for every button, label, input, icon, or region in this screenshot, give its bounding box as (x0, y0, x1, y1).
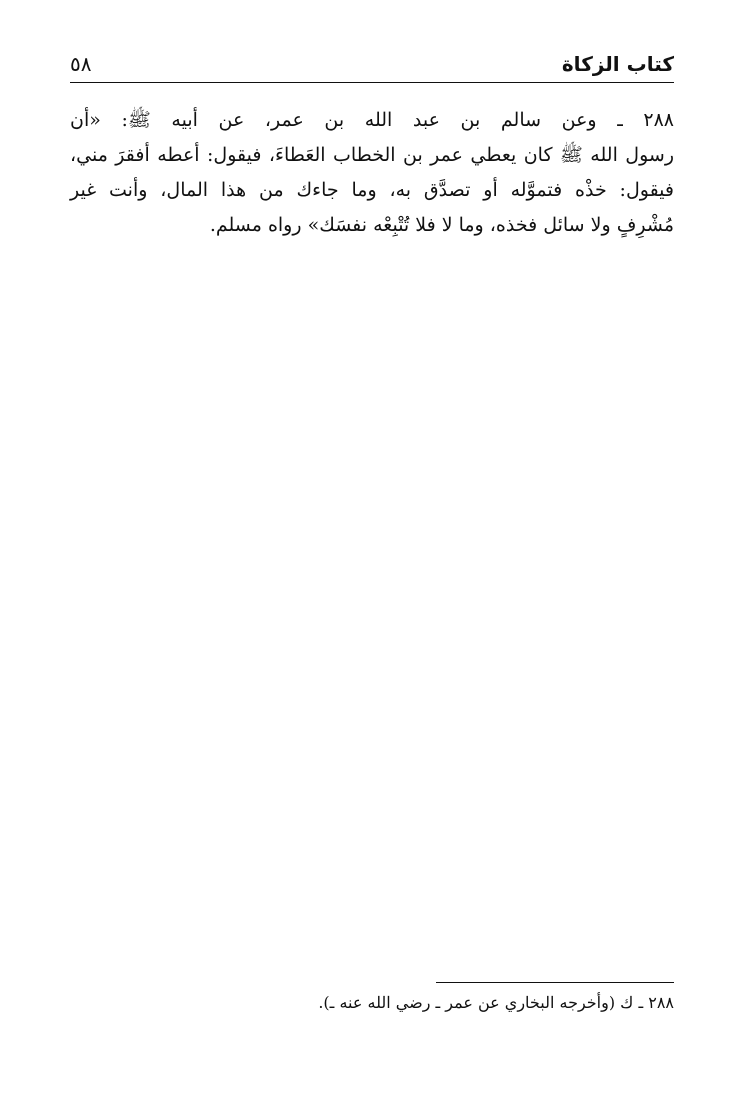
body-line-3: فيقول: خذْه فتموَّله أو تصدَّق به، وما جاءك من هذا المال، وأنت غير (70, 179, 674, 201)
body-line-1: ٢٨٨ ـ وعن سالم بن عبد الله بن عمر، عن أبيه ﷺ: «أن (70, 109, 674, 131)
footnote: ٢٨٨ ـ ك (وأخرجه البخاري عن عمر ـ رضي الله عنه ـ). (318, 993, 674, 1012)
footnote-rule (436, 982, 674, 983)
body-line-4: مُشْرِفٍ ولا سائل فخذه، وما لا فلا تُتْبِعْه نفسَك» رواه مسلم. (209, 214, 674, 236)
chapter-title: كتاب الزكاة (561, 52, 674, 76)
running-header (70, 46, 674, 82)
body-line-2: رسول الله ﷺ كان يعطي عمر بن الخطاب العَطاءَ، فيقول: أعطه أفقرَ مني، (70, 144, 674, 166)
hadith-paragraph (70, 103, 674, 243)
page-number: ٥٨ (70, 52, 92, 76)
header-rule (70, 82, 674, 83)
